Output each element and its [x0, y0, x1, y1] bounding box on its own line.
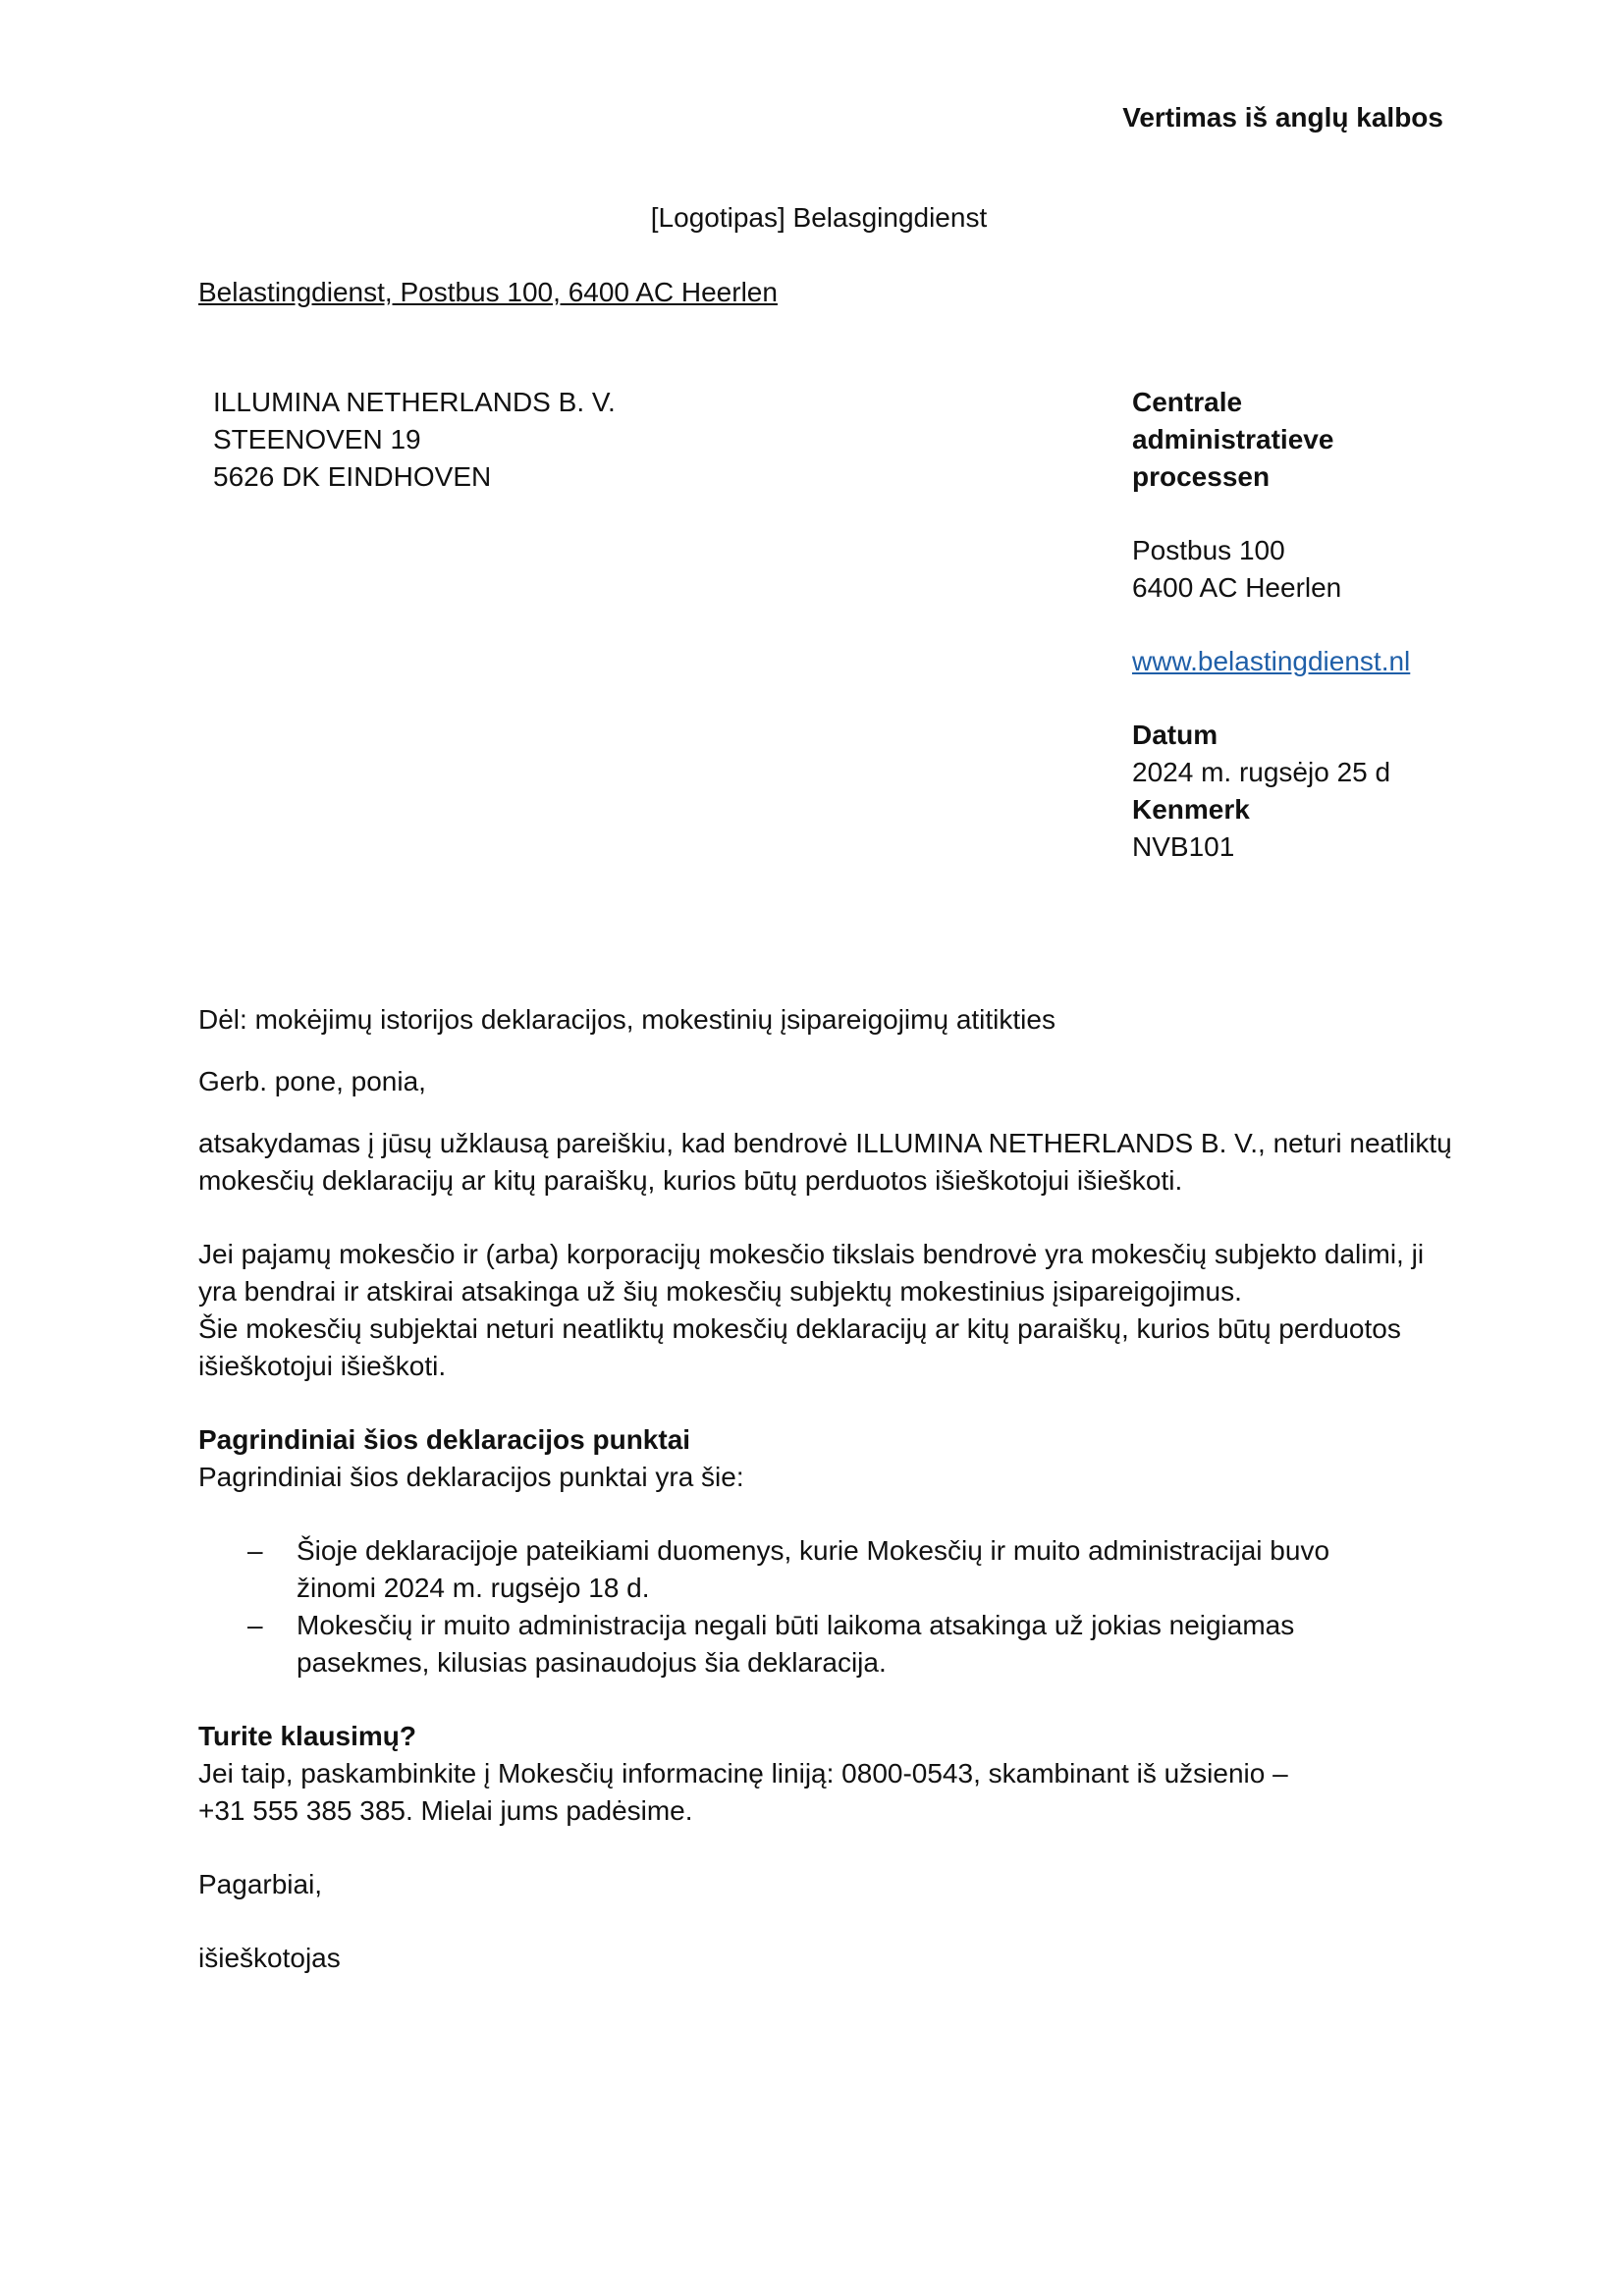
letter-body — [198, 1001, 1475, 1977]
paragraph-line: Jei pajamų mokesčio ir (arba) korporacijų mokesčio tikslais bendrovė yra mokesčių subjekto dalimi, ji — [198, 1239, 1425, 1269]
recipient-address — [213, 384, 616, 496]
kenmerk-value: NVB101 — [1132, 831, 1235, 862]
sender-info — [1132, 384, 1410, 866]
recipient-line: STEENOVEN 19 — [213, 424, 421, 454]
logo-line: [Logotipas] Belasgingdienst — [650, 202, 988, 233]
translation-note: Vertimas iš anglų kalbos — [1122, 102, 1443, 133]
bullet-marker: – — [247, 1535, 263, 1566]
recipient-line: 5626 DK EINDHOVEN — [213, 461, 492, 492]
list-item-line: Mokesčių ir muito administracija negali būti laikoma atsakinga už jokias neigiamas — [297, 1610, 1295, 1640]
list-item — [198, 1607, 1475, 1682]
key-points-list — [198, 1532, 1475, 1682]
sender-postcode-city: 6400 AC Heerlen — [1132, 572, 1342, 603]
bullet-marker: – — [247, 1610, 263, 1640]
closing: Pagarbiai, — [198, 1869, 323, 1899]
list-item-line: Šioje deklaracijoje pateikiami duomenys, kurie Mokesčių ir muito administracijai buvo — [297, 1535, 1330, 1566]
paragraph-2 — [198, 1236, 1475, 1385]
return-address: Belastingdienst, Postbus 100, 6400 AC Heerlen — [198, 277, 778, 307]
list-item-line: pasekmes, kilusias pasinaudojus šia deklaracija. — [297, 1647, 887, 1678]
paragraph-line: išieškotojui išieškoti. — [198, 1351, 447, 1381]
questions-line: +31 555 385 385. Mielai jums padėsime. — [198, 1795, 693, 1826]
paragraph-line: mokesčių deklaracijų ar kitų paraiškų, kurios būtų perduotos išieškotojui išieškoti. — [198, 1165, 1183, 1196]
salutation: Gerb. pone, ponia, — [198, 1066, 426, 1096]
key-points-intro: Pagrindiniai šios deklaracijos punktai yra šie: — [198, 1462, 744, 1492]
datum-label: Datum — [1132, 720, 1218, 750]
recipient-line: ILLUMINA NETHERLANDS B. V. — [213, 387, 616, 417]
questions-line: Jei taip, paskambinkite į Mokesčių informacinę liniją: 0800-0543, skambinant iš užsienio – — [198, 1758, 1288, 1789]
list-item — [198, 1532, 1475, 1607]
sender-dept-line: Centrale — [1132, 387, 1243, 417]
list-item-line: žinomi 2024 m. rugsėjo 18 d. — [297, 1573, 650, 1603]
website-link[interactable]: www.belastingdienst.nl — [1132, 646, 1411, 676]
paragraph-1 — [198, 1125, 1475, 1200]
paragraph-line: Šie mokesčių subjektai neturi neatliktų mokesčių deklaracijų ar kitų paraiškų, kurios būtų perduotos — [198, 1313, 1401, 1344]
questions-heading: Turite klausimų? — [198, 1721, 416, 1751]
datum-value: 2024 m. rugsėjo 25 d — [1132, 757, 1391, 787]
sender-dept-line: administratieve — [1132, 424, 1334, 454]
sender-postbus: Postbus 100 — [1132, 535, 1285, 565]
paragraph-line: atsakydamas į jūsų užklausą pareiškiu, kad bendrovė ILLUMINA NETHERLANDS B. V., neturi neatliktų — [198, 1128, 1452, 1158]
key-points-heading: Pagrindiniai šios deklaracijos punktai — [198, 1424, 691, 1455]
kenmerk-label: Kenmerk — [1132, 794, 1250, 825]
subject-line: Dėl: mokėjimų istorijos deklaracijos, mokestinių įsipareigojimų atitikties — [198, 1004, 1056, 1035]
sender-dept-line: processen — [1132, 461, 1271, 492]
paragraph-line: yra bendrai ir atskirai atsakinga už šių mokesčių subjektų mokestinius įsipareigojimus. — [198, 1276, 1242, 1307]
signature: išieškotojas — [198, 1943, 341, 1973]
